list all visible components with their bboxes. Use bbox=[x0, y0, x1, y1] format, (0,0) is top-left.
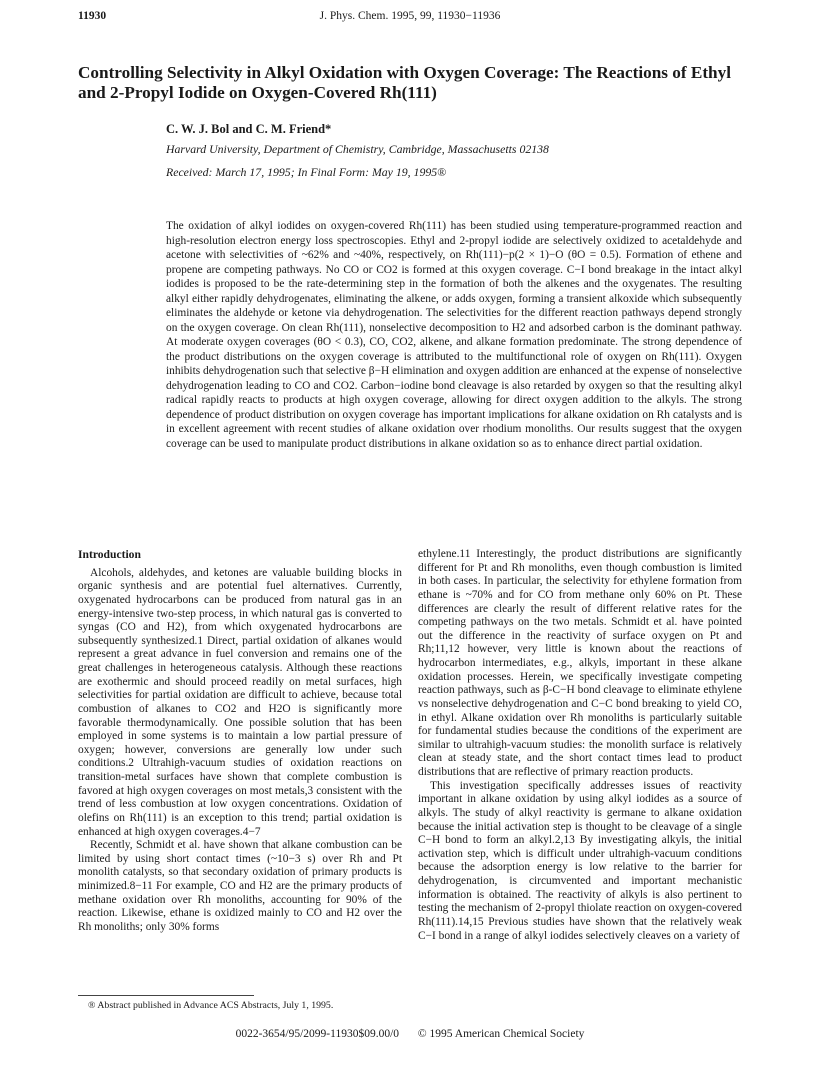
article-code: 0022-3654/95/2099-11930$09.00/0 bbox=[235, 1028, 400, 1040]
page-footer bbox=[78, 1028, 742, 1040]
article-authors: C. W. J. Bol and C. M. Friend* bbox=[166, 122, 332, 136]
running-header bbox=[78, 10, 742, 26]
received-dates: Received: March 17, 1995; In Final Form: May 19, 1995® bbox=[166, 165, 447, 179]
article-title: Controlling Selectivity in Alkyl Oxidation with Oxygen Coverage: The Reactions of Ethyl and 2-Propyl Iodide on Oxygen-Covered Rh(111) bbox=[78, 63, 731, 102]
body-paragraph: This investigation specifically addresses issues of reactivity important in alkane oxidation by using alkyl iodides as a source of alkyls. The study of alkyl reactivity is germane to alkane oxidation because the initial activation step is thought to be cleavage of a single C−H bond to form an alkyl.2,13 By investigating alkyls, the initial activation step, which is difficult under ultrahigh-vacuum conditions because the adsorption energy is low relative to the barrier for dehydrogenation, is circumvented and important mechanistic information is obtained. The reactivity of alkyls is also pertinent to testing the mechanism of 2-propyl thiolate reaction on oxygen-covered Rh(111).14,15 Previous studies have shown that the relatively weak C−I bond in a range of alkyl iodides selectively cleaves on a variety of bbox=[418, 779, 742, 942]
introduction-heading: Introduction bbox=[78, 548, 141, 561]
abstract: The oxidation of alkyl iodides on oxygen-covered Rh(111) has been studied using temperature-programmed reaction and high-resolution electron energy loss spectroscopies. Ethyl and 2-propyl iodide are selectively oxidized to acetaldehyde and acetone with selectivities of ~62% and ~40%, respectively, on Rh(111)−p(2 × 1)−O (θO = 0.5). Formation of ethene and propene are competing pathways. No CO or CO2 is formed at this oxygen coverage. C−I bond breakage in the intact alkyl iodides is proposed to be the rate-determining step in the formation of both the alkenes and the oxygenates. The resulting alkyl either rapidly dehydrogenates, eliminating the alkene, or adds oxygen, forming a transient alkoxide which subsequently eliminates the aldehyde or ketone via dehydrogenation. The selectivities for the different reaction pathways depend strongly on the oxygen coverage. On clean Rh(111), nonselective decomposition to H2 and adsorbed carbon is the dominant pathway. At moderate oxygen coverages (θO < 0.3), CO, CO2, alkene, and alkane formation predominate. The strong dependence of the product distributions on the oxygen coverage is attributed to the multifunctional role of oxygen on Rh(111). Oxygen inhibits dehydrogenation such that selective β−H elimination and oxygen addition are enhanced at the expense of nonselective dehydrogenation leading to CO and CO2. Carbon−iodine bond cleavage is also retarded by oxygen so that the resulting alkyl radical rapidly reacts to products at high oxygen coverage, allowing for direct oxygen addition to the alkyls. The strong dependence of product distribution on oxygen coverage has important implications for alkane oxidation on Rh catalysts and is in excellent agreement with recent studies of alkane oxidation over rhodium monoliths. Our results suggest that the oxygen coverage can be used to manipulate product distributions in alkane oxidation so as to enhance direct partial oxidation. bbox=[166, 220, 742, 450]
body-paragraph: Alcohols, aldehydes, and ketones are valuable building blocks in organic synthesis and are potential fuel alternatives. Currently, oxygenated hydrocarbons can be produced from natural gas in an energy-intensive two-step process, in which natural gas is converted to syngas (CO and H2), from which oxygenated hydrocarbons are subsequently synthesized.1 Direct, partial oxidation of alkanes would represent a great advance in fuel conversion and remains one of the great challenges in heterogeneous catalysis. Although these reactions are exothermic and should proceed readily on metal surfaces, high selectivities for partial oxidation are difficult to achieve, because total combustion of alkanes to CO2 and H2O is significantly more favorable thermodynamically. One possible solution that has been employed in some systems is to maintain a low partial pressure of oxygen; however, conversions are generally low under such conditions.2 Ultrahigh-vacuum studies of oxidation reactions on transition-metal surfaces have shown that complete combustion is favored at high oxygen coverages on most metals,3 consistent with the trend of less combustion at low oxygen concentrations. Oxidation of olefins on Rh(111) is an exception to this trend; partial oxidation is enhanced at high oxygen coverages.4−7 bbox=[78, 566, 402, 838]
author-affiliation: Harvard University, Department of Chemistry, Cambridge, Massachusetts 02138 bbox=[166, 142, 549, 156]
body-paragraph: Recently, Schmidt et al. have shown that alkane combustion can be limited by using short contact times (~10−3 s) over Rh and Pt monolith catalysts, so that secondary oxidation of primary products is minimized.8−11 For example, CO and H2 are the primary products of methane oxidation over Rh monoliths, accounting for 90% of the reaction. Likewise, ethane is oxidized mainly to CO and H2 over the Rh monoliths; only 30% forms bbox=[78, 839, 402, 933]
body-paragraph: ethylene.11 Interestingly, the product distributions are significantly different for Pt and Rh monoliths, even though combustion is limited in both cases. In particular, the selectivity for ethylene formation from ethane is ~70% and for CO from methane only 60% on Pt. These differences are clearly the result of different relative rates for the competing pathways on the two metals. Schmidt et al. have pointed out the difference in the reactivity of surface oxygen on Pt and Rh;11,12 however, very little is known about the reactions of hydrocarbon intermediates, e.g., alkyls, important in these alkane oxidation processes. Herein, we specifically investigate competing reaction pathways, such as β-C−H bond cleavage to eliminate ethylene vs nonselective dehydrogenation and C−C bond breaking to yield CO, in ethyl. Alkane oxidation over Rh monoliths is particularly suitable for fundamental studies because the conditions of the experiment are similar to ultrahigh-vacuum studies: the monolith surface is relatively clean at steady state, and the short contact times lead to product distributions that are reflective of primary reaction products. bbox=[418, 548, 742, 778]
page-number: 11930 bbox=[78, 10, 107, 22]
right-column bbox=[418, 548, 742, 943]
copyright-notice: © 1995 American Chemical Society bbox=[417, 1028, 585, 1040]
left-column bbox=[78, 548, 402, 935]
journal-citation: J. Phys. Chem. 1995, 99, 11930−11936 bbox=[319, 10, 501, 22]
footnote-divider bbox=[78, 995, 254, 996]
footnote: ® Abstract published in Advance ACS Abstracts, July 1, 1995. bbox=[88, 1000, 334, 1011]
